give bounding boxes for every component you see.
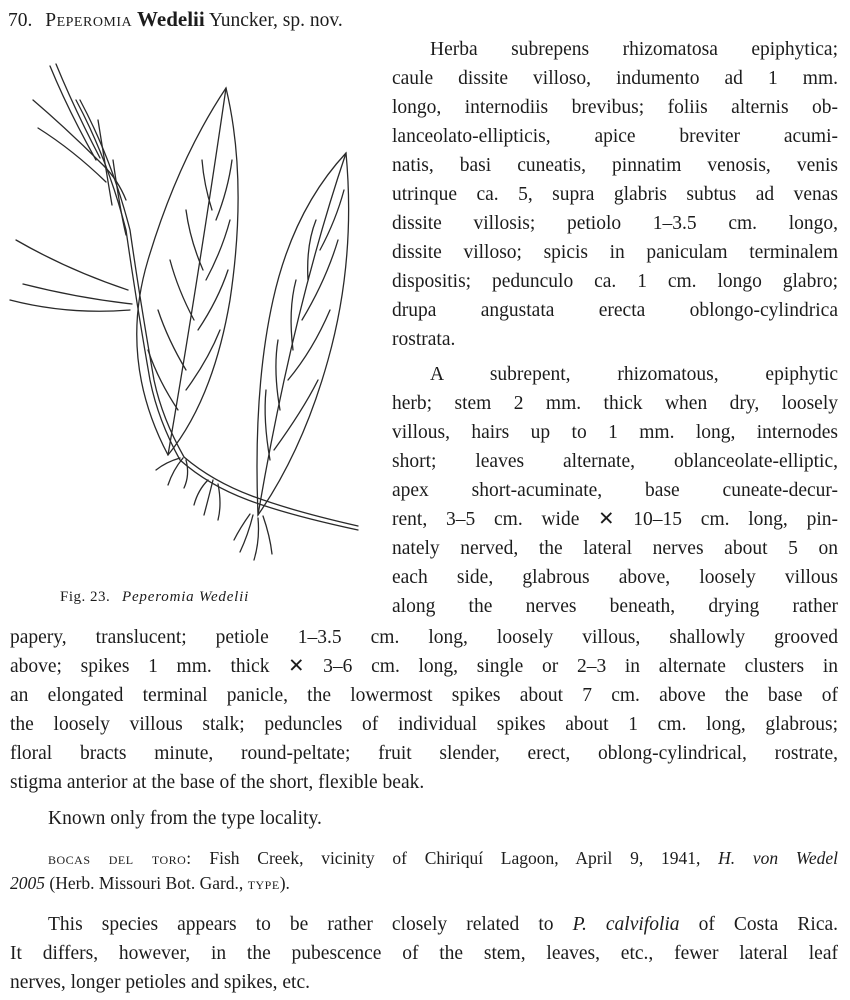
genus-name: Peperomia bbox=[45, 10, 133, 31]
citation-type-label: type bbox=[247, 873, 280, 893]
figure-illustration bbox=[8, 60, 368, 580]
description-line: herb; stem 2 mm. thick when dry, loosely bbox=[392, 393, 838, 414]
figure-title: Peperomia Wedelii bbox=[122, 589, 250, 605]
description-line: the loosely villous stalk; peduncles of individual spikes about 1 cm. long, glabrous; bbox=[10, 714, 838, 735]
specimen-citation-cont bbox=[10, 871, 838, 896]
remarks-text: of Costa Rica. bbox=[679, 914, 838, 935]
description-line: apex short-acuminate, base cuneate-decur- bbox=[392, 480, 838, 501]
description-line: rent, 3–5 cm. wide ✕ 10–15 cm. long, pin- bbox=[392, 509, 838, 530]
figure-caption bbox=[60, 589, 360, 606]
description-line: stigma anterior at the base of the short, flexible beak. bbox=[10, 772, 425, 793]
citation-collector: H. von Wedel bbox=[718, 848, 838, 868]
description-line: an elongated terminal panicle, the lowermost spikes about 7 cm. above the base of bbox=[10, 685, 838, 706]
latin-line: Herba subrepens rhizomatosa epiphytica; bbox=[430, 39, 838, 60]
citation-number: 2005 bbox=[10, 873, 45, 893]
remarks-line bbox=[48, 910, 838, 939]
species-number: 70. bbox=[8, 10, 33, 31]
description-line: villous, hairs up to 1 mm. long, internodes bbox=[392, 422, 838, 443]
specimen-citation bbox=[48, 846, 838, 871]
latin-line: dissite villoso; spicis in paniculam terminalem bbox=[392, 242, 838, 263]
description-line: A subrepent, rhizomatous, epiphytic bbox=[430, 364, 838, 385]
latin-line: dispositis; pedunculo ca. 1 cm. longo glabro; bbox=[392, 271, 838, 292]
remarks-text: This species appears to be rather closely related to bbox=[48, 914, 573, 935]
latin-line: lanceolato-ellipticis, apice breviter acumi- bbox=[392, 126, 838, 147]
latin-line: rostrata. bbox=[392, 329, 456, 350]
latin-line: utrinque ca. 5, supra glabris subtus ad venas bbox=[392, 184, 838, 205]
description-line: short; leaves alternate, oblanceolate-elliptic, bbox=[392, 451, 838, 472]
latin-line: dissite villosis; petiolo 1–3.5 cm. longo, bbox=[392, 213, 838, 234]
figure-number: Fig. 23. bbox=[60, 589, 111, 605]
description-line: above; spikes 1 mm. thick ✕ 3–6 cm. long, single or 2–3 in alternate clusters in bbox=[10, 656, 838, 677]
latin-line: drupa angustata erecta oblongo-cylindrica bbox=[392, 300, 838, 321]
species-authority: Yuncker, sp. nov. bbox=[208, 10, 343, 31]
distribution-note: Known only from the type locality. bbox=[48, 808, 322, 829]
citation-region: bocas del toro: bbox=[48, 848, 192, 868]
citation-close: ). bbox=[279, 873, 290, 893]
related-species: P. calvifolia bbox=[572, 914, 680, 935]
species-heading bbox=[8, 6, 838, 34]
latin-line: natis, basi cuneatis, pinnatim venosis, venis bbox=[392, 155, 838, 176]
description-line: along the nerves beneath, drying rather bbox=[392, 596, 838, 617]
plant-drawing-icon bbox=[8, 60, 368, 580]
citation-herbarium: (Herb. Missouri Bot. Gard., bbox=[45, 873, 248, 893]
description-line: each side, glabrous above, loosely villous bbox=[392, 567, 838, 588]
description-line: papery, translucent; petiole 1–3.5 cm. long, loosely villous, shallowly grooved bbox=[10, 627, 838, 648]
description-line: nately nerved, the lateral nerves about 5 on bbox=[392, 538, 838, 559]
remarks-line: It differs, however, in the pubescence of the stem, leaves, etc., fewer lateral leaf bbox=[10, 943, 838, 964]
remarks-line: nerves, longer petioles and spikes, etc. bbox=[10, 972, 310, 993]
latin-line: longo, internodiis brevibus; foliis alternis ob- bbox=[392, 97, 838, 118]
species-epithet: Wedelii bbox=[137, 7, 205, 31]
description-line: floral bracts minute, round-peltate; fruit slender, erect, oblong-cylindrical, rostrate, bbox=[10, 743, 838, 764]
citation-locality: Fish Creek, vicinity of Chiriquí Lagoon, April 9, 1941, bbox=[191, 848, 719, 868]
latin-line: caule dissite villoso, indumento ad 1 mm. bbox=[392, 68, 838, 89]
